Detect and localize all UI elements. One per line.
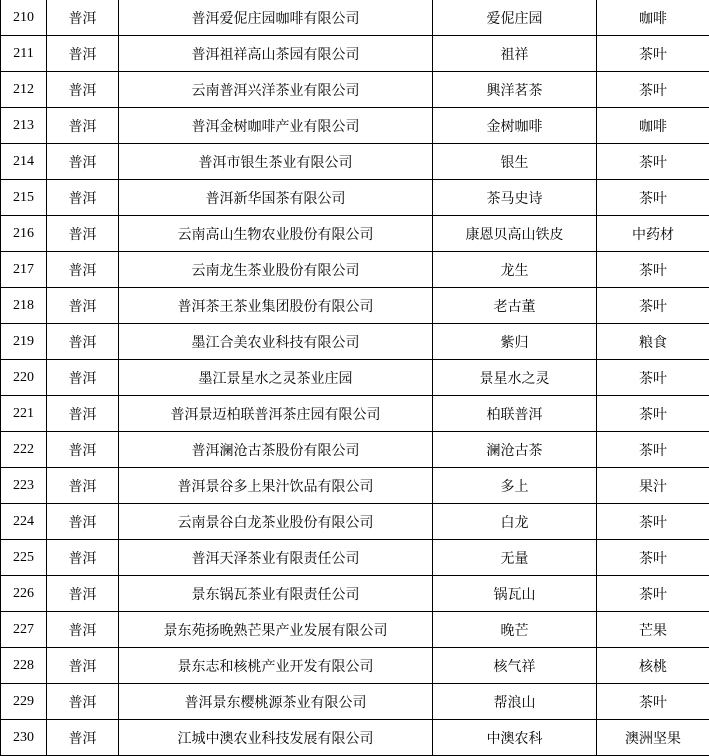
row-number-cell: 212 [1, 72, 47, 108]
company-name-cell: 普洱景迈柏联普洱茶庄园有限公司 [119, 396, 433, 432]
brand-name-cell: 金树咖啡 [433, 108, 597, 144]
table-row [1, 108, 709, 144]
city-cell: 普洱 [47, 144, 119, 180]
product-category-cell: 茶叶 [597, 432, 709, 468]
city-cell: 普洱 [47, 36, 119, 72]
brand-name-cell: 多上 [433, 468, 597, 504]
brand-name-cell: 興洋茗茶 [433, 72, 597, 108]
brand-name-cell: 爱伲庄园 [433, 0, 597, 36]
company-name-cell: 景东苑扬晚熟芒果产业发展有限公司 [119, 612, 433, 648]
product-category-cell: 茶叶 [597, 360, 709, 396]
brand-name-cell: 帮浪山 [433, 684, 597, 720]
city-cell: 普洱 [47, 612, 119, 648]
product-category-cell: 澳洲坚果 [597, 720, 709, 756]
table-row [1, 720, 709, 756]
company-name-cell: 普洱祖祥高山茶园有限公司 [119, 36, 433, 72]
table-row [1, 216, 709, 252]
city-cell: 普洱 [47, 540, 119, 576]
row-number-cell: 214 [1, 144, 47, 180]
table-row [1, 36, 709, 72]
product-category-cell: 核桃 [597, 648, 709, 684]
city-cell: 普洱 [47, 288, 119, 324]
row-number-cell: 218 [1, 288, 47, 324]
brand-name-cell: 无量 [433, 540, 597, 576]
table-row [1, 576, 709, 612]
row-number-cell: 224 [1, 504, 47, 540]
company-name-cell: 云南普洱兴洋茶业有限公司 [119, 72, 433, 108]
row-number-cell: 213 [1, 108, 47, 144]
company-name-cell: 墨江合美农业科技有限公司 [119, 324, 433, 360]
row-number-cell: 221 [1, 396, 47, 432]
table-row [1, 432, 709, 468]
city-cell: 普洱 [47, 180, 119, 216]
city-cell: 普洱 [47, 720, 119, 756]
product-category-cell: 中药材 [597, 216, 709, 252]
company-name-cell: 普洱茶王茶业集团股份有限公司 [119, 288, 433, 324]
product-category-cell: 果汁 [597, 468, 709, 504]
city-cell: 普洱 [47, 108, 119, 144]
row-number-cell: 217 [1, 252, 47, 288]
brand-name-cell: 白龙 [433, 504, 597, 540]
table-row [1, 0, 709, 36]
row-number-cell: 229 [1, 684, 47, 720]
row-number-cell: 225 [1, 540, 47, 576]
city-cell: 普洱 [47, 252, 119, 288]
row-number-cell: 215 [1, 180, 47, 216]
city-cell: 普洱 [47, 504, 119, 540]
table-row [1, 612, 709, 648]
product-category-cell: 茶叶 [597, 576, 709, 612]
product-category-cell: 茶叶 [597, 540, 709, 576]
company-name-cell: 江城中澳农业科技发展有限公司 [119, 720, 433, 756]
product-category-cell: 茶叶 [597, 684, 709, 720]
table-row [1, 288, 709, 324]
brand-name-cell: 老古董 [433, 288, 597, 324]
company-name-cell: 普洱澜沧古茶股份有限公司 [119, 432, 433, 468]
product-category-cell: 茶叶 [597, 288, 709, 324]
row-number-cell: 230 [1, 720, 47, 756]
city-cell: 普洱 [47, 468, 119, 504]
product-category-cell: 茶叶 [597, 36, 709, 72]
product-category-cell: 咖啡 [597, 0, 709, 36]
city-cell: 普洱 [47, 648, 119, 684]
company-name-cell: 普洱金树咖啡产业有限公司 [119, 108, 433, 144]
table-row [1, 324, 709, 360]
brand-name-cell: 龙生 [433, 252, 597, 288]
product-category-cell: 芒果 [597, 612, 709, 648]
table-row [1, 540, 709, 576]
city-cell: 普洱 [47, 432, 119, 468]
row-number-cell: 210 [1, 0, 47, 36]
row-number-cell: 216 [1, 216, 47, 252]
company-name-cell: 景东志和核桃产业开发有限公司 [119, 648, 433, 684]
city-cell: 普洱 [47, 396, 119, 432]
table-row [1, 180, 709, 216]
brand-name-cell: 中澳农科 [433, 720, 597, 756]
product-category-cell: 茶叶 [597, 72, 709, 108]
brand-name-cell: 康恩贝高山铁皮 [433, 216, 597, 252]
table-row [1, 360, 709, 396]
company-name-cell: 普洱景谷多上果汁饮品有限公司 [119, 468, 433, 504]
product-category-cell: 茶叶 [597, 396, 709, 432]
product-category-cell: 茶叶 [597, 252, 709, 288]
city-cell: 普洱 [47, 0, 119, 36]
table-row [1, 684, 709, 720]
brand-name-cell: 澜沧古茶 [433, 432, 597, 468]
product-category-cell: 茶叶 [597, 504, 709, 540]
company-name-cell: 景东锅瓦茶业有限责任公司 [119, 576, 433, 612]
city-cell: 普洱 [47, 576, 119, 612]
city-cell: 普洱 [47, 216, 119, 252]
brand-name-cell: 核气祥 [433, 648, 597, 684]
brand-name-cell: 祖祥 [433, 36, 597, 72]
product-category-cell: 茶叶 [597, 144, 709, 180]
table-body [1, 0, 709, 756]
row-number-cell: 223 [1, 468, 47, 504]
company-name-cell: 墨江景星水之灵茶业庄园 [119, 360, 433, 396]
city-cell: 普洱 [47, 360, 119, 396]
brand-name-cell: 晚芒 [433, 612, 597, 648]
row-number-cell: 219 [1, 324, 47, 360]
product-category-cell: 咖啡 [597, 108, 709, 144]
company-name-cell: 云南景谷白龙茶业股份有限公司 [119, 504, 433, 540]
company-name-cell: 普洱景东樱桃源茶业有限公司 [119, 684, 433, 720]
row-number-cell: 226 [1, 576, 47, 612]
city-cell: 普洱 [47, 72, 119, 108]
company-name-cell: 云南龙生茶业股份有限公司 [119, 252, 433, 288]
brand-name-cell: 柏联普洱 [433, 396, 597, 432]
product-category-cell: 粮食 [597, 324, 709, 360]
city-cell: 普洱 [47, 684, 119, 720]
company-name-cell: 普洱新华国茶有限公司 [119, 180, 433, 216]
table-row [1, 144, 709, 180]
table-row [1, 504, 709, 540]
row-number-cell: 227 [1, 612, 47, 648]
table-row [1, 72, 709, 108]
brand-name-cell: 茶马史诗 [433, 180, 597, 216]
product-category-cell: 茶叶 [597, 180, 709, 216]
table-row [1, 396, 709, 432]
brand-name-cell: 锅瓦山 [433, 576, 597, 612]
row-number-cell: 220 [1, 360, 47, 396]
row-number-cell: 228 [1, 648, 47, 684]
brand-name-cell: 景星水之灵 [433, 360, 597, 396]
table-row [1, 648, 709, 684]
company-name-cell: 普洱市银生茶业有限公司 [119, 144, 433, 180]
brand-name-cell: 银生 [433, 144, 597, 180]
city-cell: 普洱 [47, 324, 119, 360]
company-name-cell: 普洱爱伲庄园咖啡有限公司 [119, 0, 433, 36]
company-name-cell: 云南高山生物农业股份有限公司 [119, 216, 433, 252]
company-name-cell: 普洱天泽茶业有限责任公司 [119, 540, 433, 576]
brand-name-cell: 紫归 [433, 324, 597, 360]
table-row [1, 468, 709, 504]
row-number-cell: 211 [1, 36, 47, 72]
row-number-cell: 222 [1, 432, 47, 468]
table-row [1, 252, 709, 288]
